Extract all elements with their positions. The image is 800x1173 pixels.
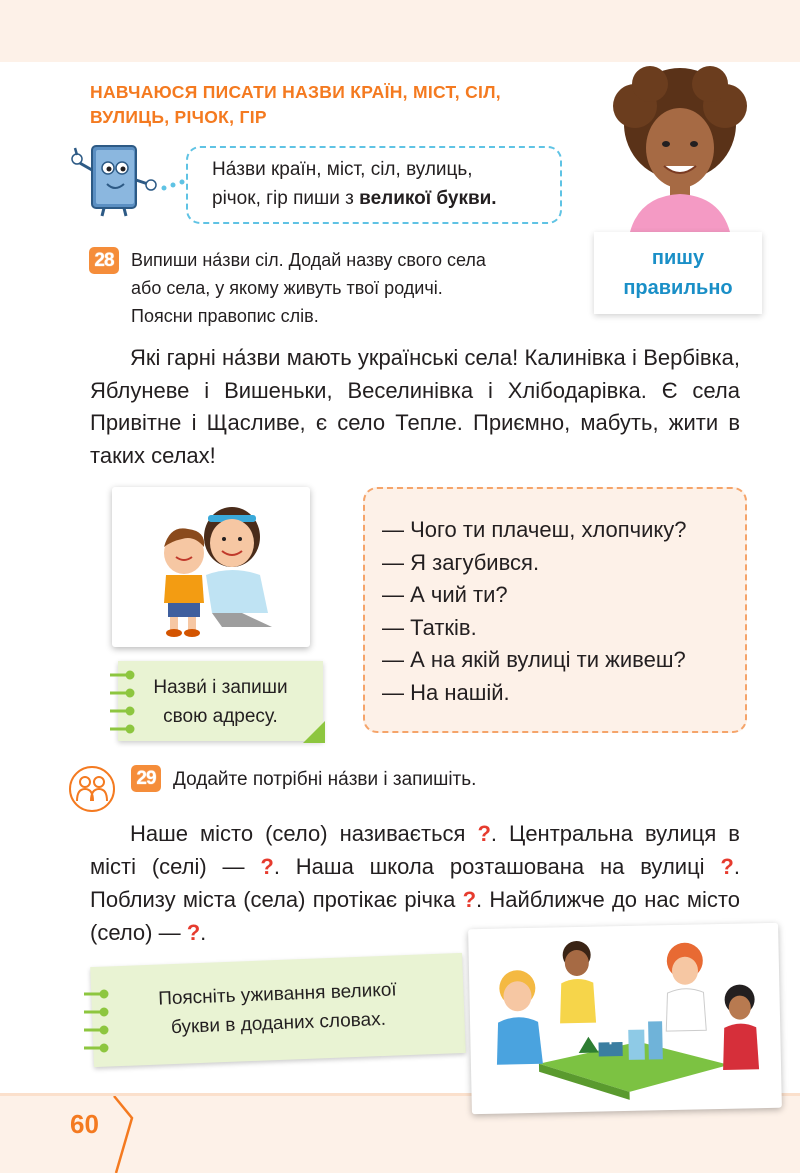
blank-marker: ? bbox=[477, 821, 491, 846]
page-corner-decoration bbox=[108, 1096, 138, 1173]
note2-rings-icon bbox=[80, 986, 110, 1058]
pair-work-icon bbox=[68, 765, 116, 813]
blank-marker: ? bbox=[186, 920, 201, 945]
task-28-line3: Поясни правопис слів. bbox=[131, 306, 319, 326]
dialogue-line: — Татків. bbox=[382, 614, 477, 640]
lesson-title-line1: НАВЧАЮСЯ ПИСАТИ НАЗВИ КРАЇН, МІСТ, СІЛ, bbox=[90, 82, 501, 102]
page-number: 60 bbox=[70, 1109, 99, 1139]
address-note-line1: Назви́ і запиши bbox=[153, 677, 288, 698]
fill-text: . Наша школа розташована на вулиці bbox=[273, 854, 721, 879]
blank-marker: ? bbox=[462, 887, 477, 912]
dialogue-line: — А чий ти? bbox=[382, 582, 508, 608]
task-28-line2: або села, у якому живуть твої родичі. bbox=[131, 278, 443, 298]
task-28-line1: Випиши на́зви сіл. Додай назву свого села bbox=[131, 250, 486, 270]
fill-text: . Найближче до нас місто (село) — bbox=[90, 887, 740, 945]
kids-city-model-picture bbox=[468, 923, 782, 1114]
girl-portrait bbox=[600, 66, 760, 232]
mother-boy-illustration bbox=[122, 495, 300, 639]
blank-marker: ? bbox=[720, 854, 734, 879]
task-28-instruction bbox=[131, 246, 581, 330]
lesson-title-line2: ВУЛИЦЬ, РІЧОК, ГІР bbox=[90, 107, 267, 127]
fill-text: Наше місто (село) називається bbox=[130, 821, 478, 846]
dialogue-line: — Я загубився. bbox=[382, 549, 540, 575]
rule-text bbox=[212, 155, 557, 213]
rule-line2-bold: великої букви. bbox=[359, 188, 497, 209]
rule-line1: На́зви країн, міст, сіл, вулиць, bbox=[212, 159, 473, 180]
dialogue-line: — Чого ти плачеш, хлопчику? bbox=[382, 517, 687, 542]
fill-text: . bbox=[200, 920, 207, 945]
fill-text: . Поблизу міста (села) протікає річка bbox=[90, 854, 740, 912]
dialogue-line: — На нашій. bbox=[382, 679, 510, 705]
blank-marker: ? bbox=[260, 854, 274, 879]
capital-note-line1: Поясніть уживання великої bbox=[157, 979, 397, 1010]
capital-note-line2: букви в доданих словах. bbox=[170, 1008, 387, 1039]
rule-line2-start: річок, гір пиши з bbox=[212, 188, 360, 209]
book-mascot-icon bbox=[68, 140, 160, 218]
lesson-title bbox=[90, 80, 590, 130]
address-note-line2: свою адресу. bbox=[163, 706, 278, 727]
badge-line1: пишу bbox=[651, 247, 705, 269]
task-29-number: 29 bbox=[131, 765, 161, 792]
dialogue-line: — А на якій вулиці ти живеш? bbox=[382, 647, 686, 673]
villages-paragraph: Які гарні на́зви мають українські села! Калинівка і Вербівка, Яблуневе і Вишеньки, Веселинівка і Хлібодарівка. Є села Привітне і Щасливе, є село Тепле. Приємно, мабуть, жити в таких селах! bbox=[90, 345, 740, 468]
address-note bbox=[118, 661, 323, 741]
dialogue-lines bbox=[382, 514, 752, 710]
top-band bbox=[0, 0, 800, 62]
capital-letters-note bbox=[90, 953, 466, 1067]
task-28-number: 28 bbox=[89, 247, 119, 274]
fill-text: . Центральна вулиця в місті (селі) — bbox=[90, 821, 740, 879]
badge-line2: правильно bbox=[623, 277, 733, 299]
note1-fold-icon bbox=[303, 721, 325, 743]
rule-line2 bbox=[212, 184, 557, 213]
mother-boy-picture bbox=[112, 487, 310, 647]
note1-rings-icon bbox=[106, 667, 136, 739]
task-29-instruction: Додайте потрібні на́зви і запишіть. bbox=[173, 769, 477, 790]
write-correctly-badge bbox=[594, 232, 762, 314]
kids-illustration bbox=[476, 929, 774, 1107]
